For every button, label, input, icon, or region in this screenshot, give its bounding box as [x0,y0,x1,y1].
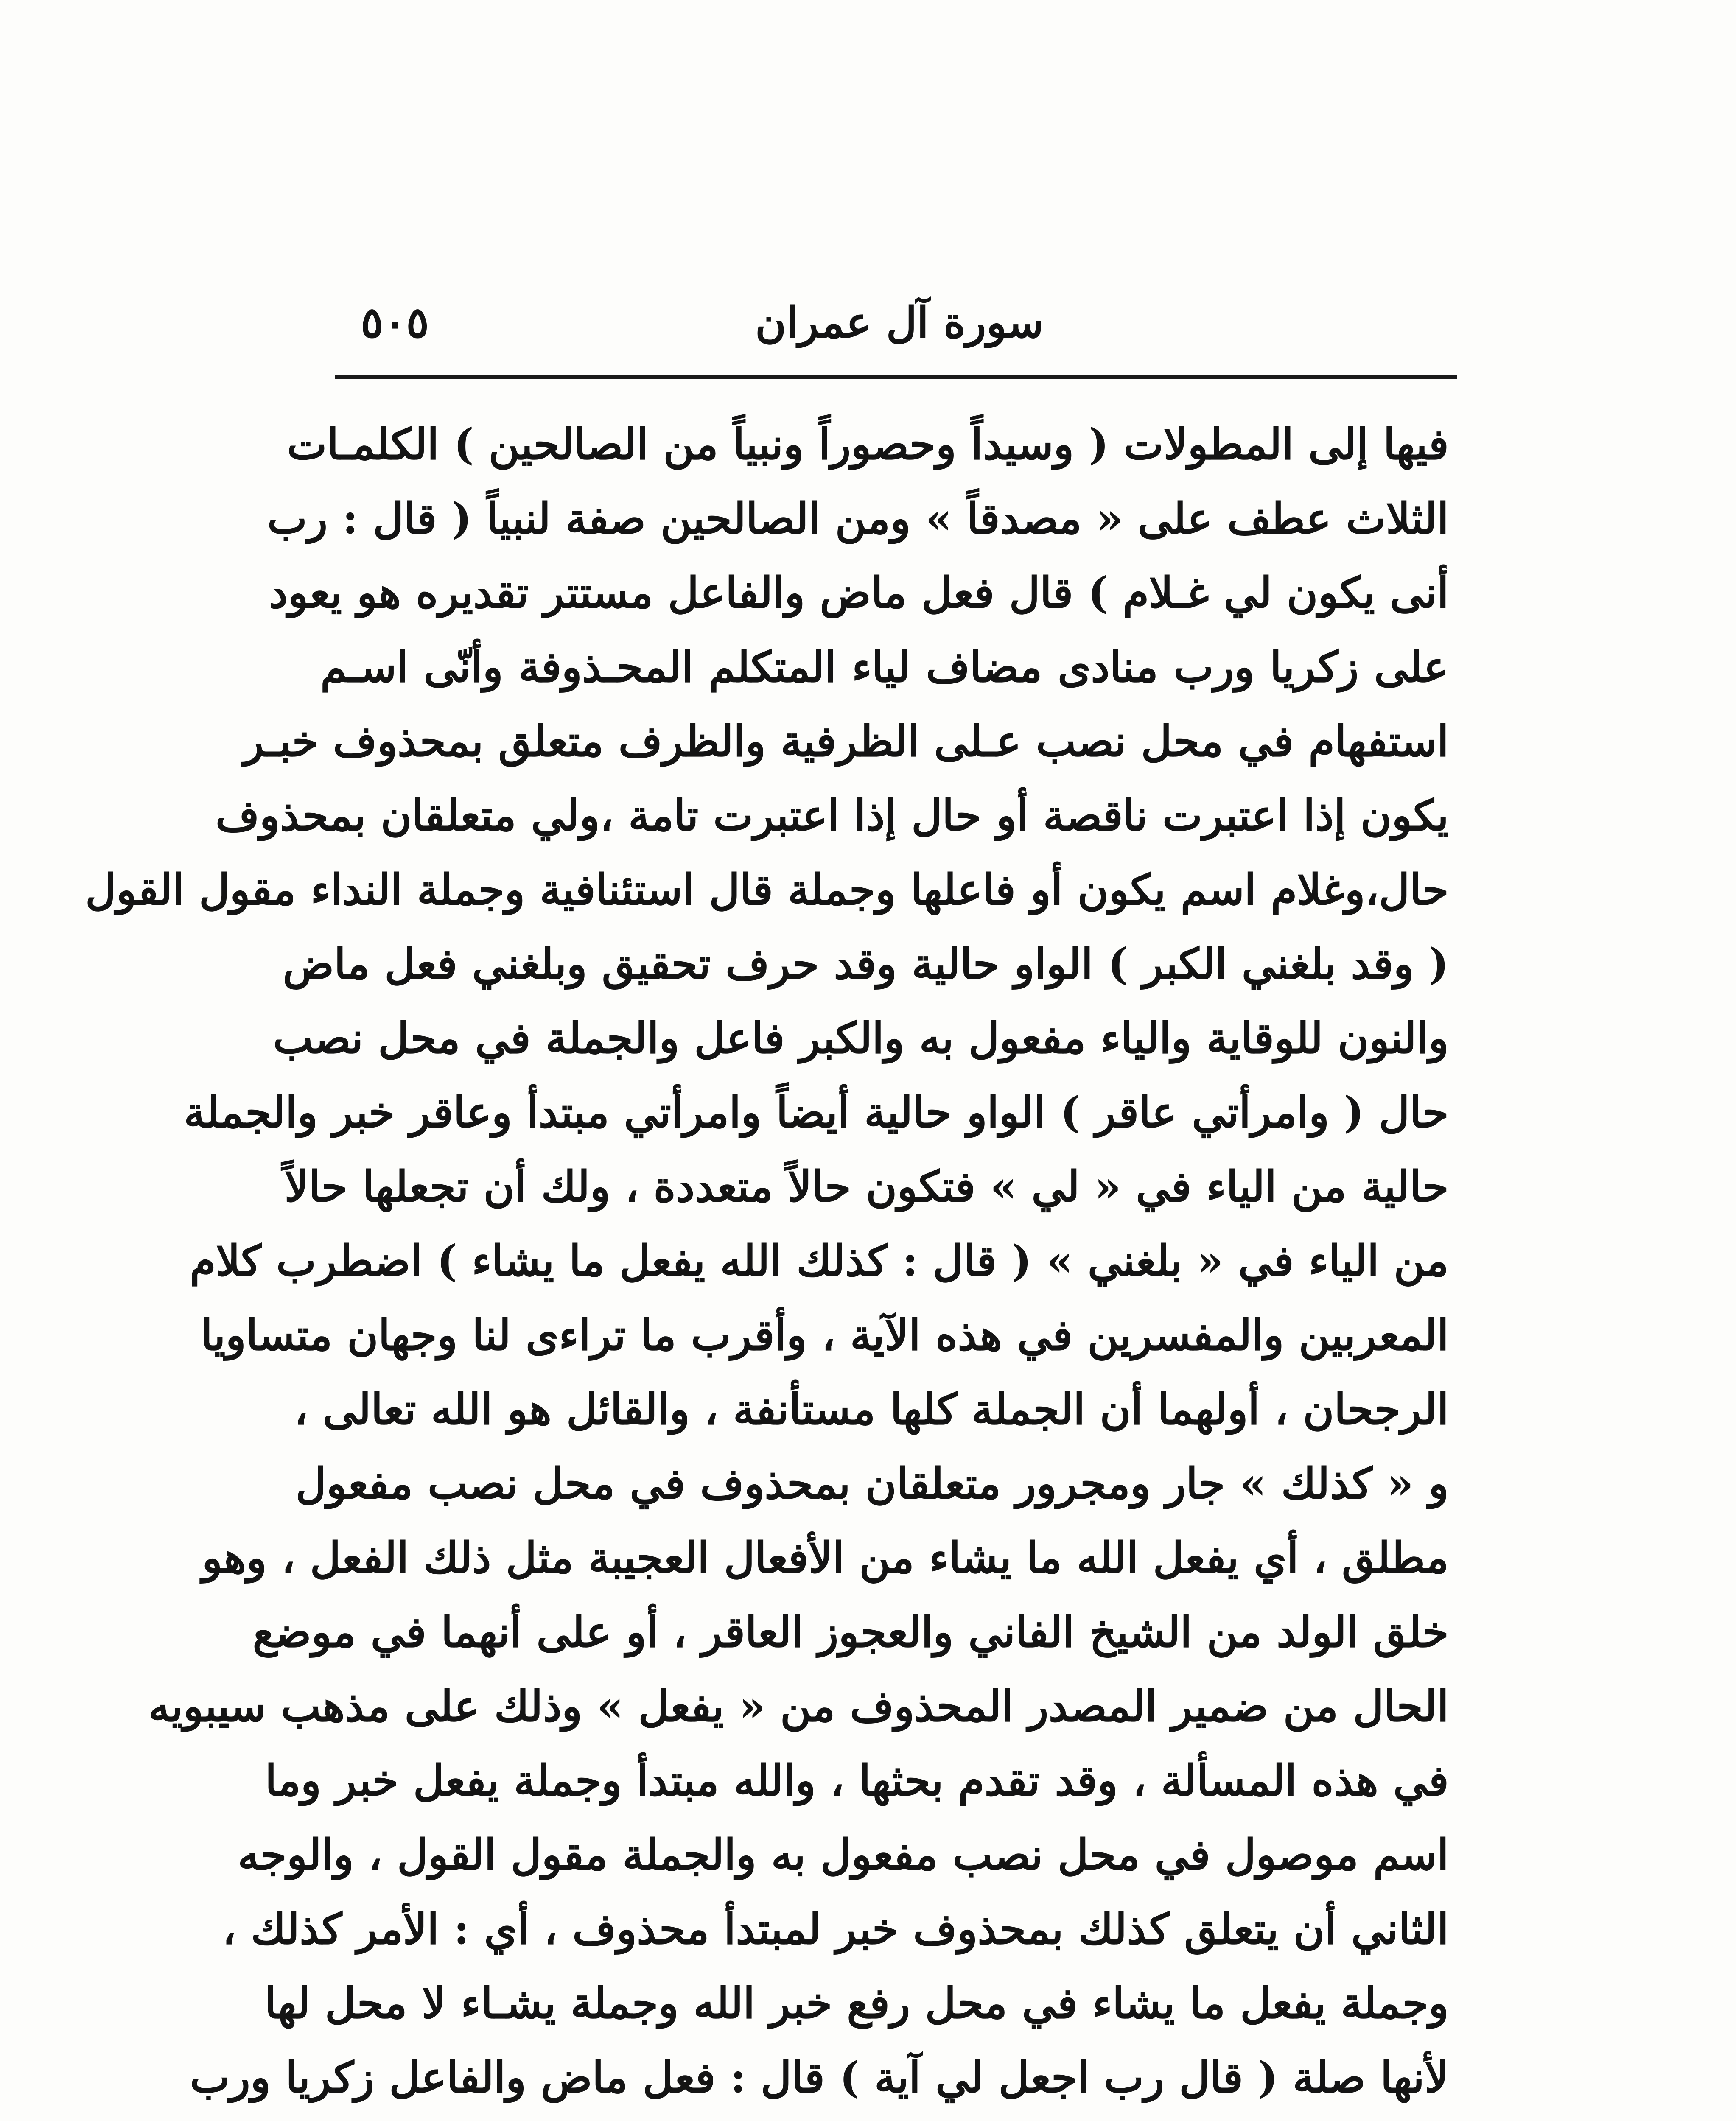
text-line: مطلق ، أي يفعل الله ما يشاء من الأفعال العجيبة مثل ذلك الفعل ، وهو [202,1533,1449,1583]
text-line: من الياء في « بلغني » ( قال : كذلك الله يفعل ما يشاء ) اضطرب كلام [190,1236,1449,1286]
header-divider [335,375,1457,379]
text-line: لأنها صلة ( قال رب اجعل لي آية ) قال : فعل ماض والفاعل زكريا ورب [190,2052,1449,2102]
text-line: اسم موصول في محل نصب مفعول به والجملة مقول القول ، والوجه [238,1830,1449,1880]
text-line: و « كذلك » جار ومجرور متعلقان بمحذوف في محل نصب مفعول [295,1458,1449,1508]
text-line: حال ( وامرأتي عاقر ) الواو حالية أيضاً وامرأتي مبتدأ وعاقر خبر والجملة [184,1087,1449,1137]
surah-title: سورة آل عمران [755,297,1044,347]
text-line: على زكريا ورب منادى مضاف لياء المتكلم المحـذوفة وأنّى اسـم [320,642,1449,692]
text-line: حال،وغلام اسم يكون أو فاعلها وجملة قال استئنافية وجملة النداء مقول القول [85,865,1449,915]
text-line: خلق الولد من الشيخ الفاني والعجوز العاقر ، أو على أنهما في موضع [252,1607,1449,1657]
text-line: فيها إلى المطولات ( وسيداً وحصوراً ونبياً من الصالحين ) الكلمـات [287,419,1449,469]
text-line: في هذه المسألة ، وقد تقدم بحثها ، والله مبتدأ وجملة يفعل خبر وما [265,1755,1449,1805]
text-line: المعربين والمفسرين في هذه الآية ، وأقرب ما تراءى لنا وجهان متساويا [201,1310,1449,1360]
text-line: حالية من الياء في « لي » فتكون حالاً متعددة ، ولك أن تجعلها حالاً [284,1161,1449,1212]
text-line: يكون إذا اعتبرت ناقصة أو حال إذا اعتبرت تامة ،ولي متعلقان بمحذوف [215,790,1449,840]
text-line: الثاني أن يتعلق كذلك بمحذوف خبر لمبتدأ محذوف ، أي : الأمر كذلك ، [222,1904,1449,1954]
text-line: استفهام في محل نصب عـلى الظرفية والظرف متعلق بمحذوف خبـر [243,716,1449,766]
running-header [335,278,1464,363]
text-line: الرجحان ، أولهما أن الجملة كلها مستأنفة ، والقائل هو الله تعالى ، [294,1384,1449,1434]
text-line: أنى يكون لي غـلام ) قال فعل ماض والفاعل مستتر تقديره هو يعود [269,568,1449,618]
text-line: والنون للوقاية والياء مفعول به والكبر فاعل والجملة في محل نصب [273,1013,1449,1063]
text-line: الحال من ضمير المصدر المحذوف من « يفعل » وذلك على مذهب سيبويه [148,1681,1449,1731]
body-text [85,407,1449,2115]
text-line: الثلاث عطف على « مصدقاً » ومن الصالحين صفة لنبياً ( قال : رب [267,493,1449,543]
text-line: ( وقد بلغني الكبر ) الواو حالية وقد حرف تحقيق وبلغني فعل ماض [283,939,1449,989]
text-line: وجملة يفعل ما يشاء في محل رفع خبر الله وجملة يشـاء لا محل لها [264,1978,1449,2028]
page-number: ٥٠٥ [361,297,429,347]
